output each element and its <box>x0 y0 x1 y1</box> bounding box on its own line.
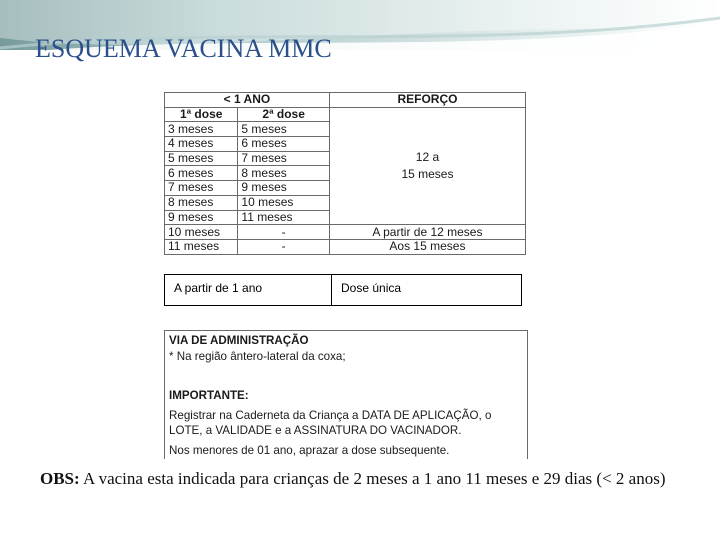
dose1-cell: 5 meses <box>165 151 238 166</box>
dose2-cell: 10 meses <box>238 195 330 210</box>
table-subheader-row <box>165 107 526 122</box>
single-dose-value: Dose única <box>341 281 402 295</box>
reforco-row-cell: A partir de 12 meses <box>329 225 525 240</box>
via-text: * Na região ântero-lateral da coxa; <box>169 350 346 363</box>
importante-line1: Registrar na Caderneta da Criança a DATA DE APLICAÇÃO, o <box>169 409 492 422</box>
dose2-cell: - <box>238 225 330 240</box>
dose1-cell: 10 meses <box>165 225 238 240</box>
dose1-cell: 9 meses <box>165 210 238 225</box>
dose1-cell: 7 meses <box>165 181 238 196</box>
single-dose-age-cell <box>165 275 332 305</box>
single-dose-row <box>164 274 522 306</box>
vaccine-schedule-table <box>164 92 526 255</box>
dose2-cell: 11 meses <box>238 210 330 225</box>
dose1-cell: 8 meses <box>165 195 238 210</box>
administration-notes <box>164 330 528 459</box>
table-row <box>165 225 526 240</box>
obs-label: OBS: <box>40 469 80 488</box>
header-reforco: REFORÇO <box>329 93 525 108</box>
reforco-line1: 12 a <box>415 149 440 164</box>
single-dose-value-cell <box>332 275 521 305</box>
reforco-line2: 15 meses <box>401 166 454 181</box>
table-row <box>165 239 526 254</box>
dose2-cell: 8 meses <box>238 166 330 181</box>
importante-heading: IMPORTANTE: <box>169 389 249 402</box>
header-dose2: 2ª dose <box>238 107 330 122</box>
dose2-cell: 6 meses <box>238 137 330 152</box>
header-banner <box>0 0 720 95</box>
dose1-cell: 4 meses <box>165 137 238 152</box>
reforco-cell <box>329 107 525 225</box>
table-header-row <box>165 93 526 108</box>
header-dose1: 1ª dose <box>165 107 238 122</box>
dose1-cell: 6 meses <box>165 166 238 181</box>
dose2-cell: - <box>238 239 330 254</box>
header-under-1-year: < 1 ANO <box>165 93 330 108</box>
importante-line3: Nos menores de 01 ano, aprazar a dose subsequente. <box>169 444 450 457</box>
dose1-cell: 3 meses <box>165 122 238 137</box>
dose2-cell: 9 meses <box>238 181 330 196</box>
obs-text: A vacina esta indicada para crianças de 2 meses a 1 ano 11 meses e 29 dias (< 2 anos) <box>79 469 666 488</box>
importante-line2: LOTE, a VALIDADE e a ASSINATURA DO VACINADOR. <box>169 424 462 437</box>
dose2-cell: 5 meses <box>238 122 330 137</box>
reforco-row-cell: Aos 15 meses <box>329 239 525 254</box>
dose2-cell: 7 meses <box>238 151 330 166</box>
via-heading: VIA DE ADMINISTRAÇÃO <box>169 334 309 347</box>
page-title: ESQUEMA VACINA MMC <box>35 34 332 63</box>
dose1-cell: 11 meses <box>165 239 238 254</box>
obs-note <box>40 468 710 490</box>
single-dose-age: A partir de 1 ano <box>174 281 263 295</box>
